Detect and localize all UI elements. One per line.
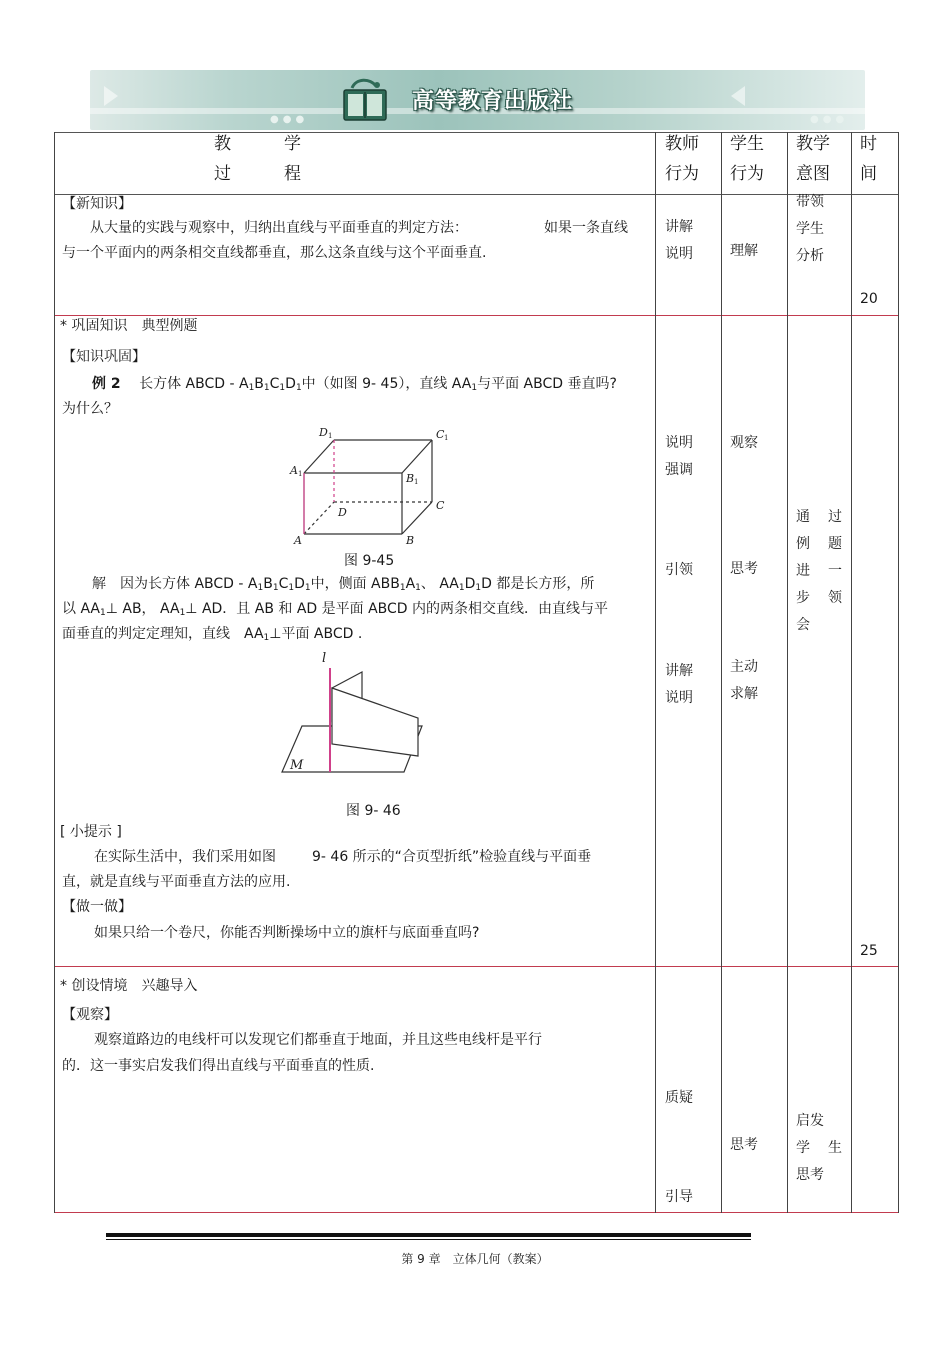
row2-intent bbox=[796, 531, 842, 558]
label-subscript: 1 bbox=[328, 432, 333, 440]
label-D: D bbox=[338, 506, 347, 519]
row2-intent bbox=[796, 585, 842, 612]
row3-intent: 启发 bbox=[796, 1113, 824, 1129]
row2-teacher: 说明 bbox=[665, 690, 693, 706]
header-intent: 教学 bbox=[796, 134, 830, 154]
figure-45-caption: 图 9-45 bbox=[344, 553, 395, 569]
label-subscript: 1 bbox=[444, 434, 449, 442]
row3-text: 观察道路边的电线杆可以发现它们都垂直于地面，并且这些电线杆是平行 bbox=[94, 1032, 542, 1048]
header-intent: 意图 bbox=[796, 164, 830, 184]
header-time: 时 bbox=[860, 134, 877, 154]
header-process-char: 过 bbox=[214, 164, 231, 184]
row2-teacher: 引领 bbox=[665, 562, 693, 578]
row1-student: 理解 bbox=[730, 243, 758, 259]
solution-part: 解 因为长方体 ABCD - A bbox=[92, 576, 258, 592]
row2-teacher: 说明 bbox=[665, 435, 693, 451]
table-border-bottom bbox=[54, 1212, 899, 1213]
folded-paper-figure bbox=[278, 648, 428, 776]
publisher-banner bbox=[90, 70, 865, 130]
solution-part: 、 AA bbox=[420, 576, 459, 592]
intent-char: 进 bbox=[796, 563, 810, 579]
column-divider bbox=[721, 132, 722, 1213]
label-subscript: 1 bbox=[298, 470, 303, 478]
row2-time: 25 bbox=[860, 943, 878, 959]
label-D1: D bbox=[319, 426, 328, 439]
example-text: 为什么？ bbox=[62, 401, 118, 417]
row1-text: 从大量的实践与观察中，归纳出直线与平面垂直的判定方法： bbox=[90, 220, 468, 236]
row3-subheading: 【观察】 bbox=[62, 1007, 118, 1023]
page-footer: 第 9 章 立体几何（教案） bbox=[401, 1252, 549, 1266]
book-logo-icon bbox=[340, 76, 390, 124]
row2-intent: 会 bbox=[796, 617, 810, 633]
header-process-char: 学 bbox=[284, 134, 301, 154]
publisher-name: 高等教育出版社 bbox=[412, 89, 574, 114]
solution-part: ⊥平面 ABCD . bbox=[269, 626, 363, 642]
banner-dots-icon: ●●● bbox=[810, 114, 849, 125]
intent-char: 生 bbox=[828, 1140, 842, 1156]
row1-intent: 学生 bbox=[796, 221, 824, 237]
label-B: B bbox=[406, 534, 415, 544]
solution-text: 以 $AA_1\perp$ AB， $AA_1\perp$ AD．且 AB 和 AD 是平面 ABCD 内的两条相交直线．由直线与平 bbox=[62, 601, 609, 618]
row-divider bbox=[54, 966, 899, 967]
row2-teacher: 讲解 bbox=[665, 663, 693, 679]
table-border-left bbox=[54, 132, 55, 1213]
intent-char: 学 bbox=[796, 1140, 810, 1156]
row3-teacher: 质疑 bbox=[665, 1090, 693, 1106]
example-label: 例 2 bbox=[92, 376, 121, 392]
header-teacher: 行为 bbox=[665, 164, 699, 184]
intent-char: 领 bbox=[828, 590, 842, 606]
solution-part: D 都是长方形，所 bbox=[481, 576, 595, 592]
label-A1: A bbox=[290, 464, 298, 477]
solution-text: 面垂直的判定定理知，直线 $AA_1\perp$平面 ABCD . bbox=[62, 626, 363, 643]
row1-intent: 分析 bbox=[796, 248, 824, 264]
row2-subheading: 【知识巩固】 bbox=[62, 349, 146, 365]
row3-student: 思考 bbox=[730, 1137, 758, 1153]
row3-intent bbox=[796, 1135, 842, 1162]
column-divider bbox=[851, 132, 852, 1213]
solution-part: 以 AA bbox=[62, 601, 100, 617]
solution-part: 中，侧面 ABB bbox=[310, 576, 400, 592]
row2-teacher: 强调 bbox=[665, 462, 693, 478]
row3-heading: * 创设情境 兴趣导入 bbox=[60, 978, 198, 994]
solution-part: ⊥ AD．且 AB 和 AD 是平面 ABCD 内的两条相交直线．由直线与平 bbox=[185, 601, 609, 617]
row2-heading: * 巩固知识 典型例题 bbox=[60, 318, 198, 334]
solution-part: AA bbox=[244, 626, 264, 642]
solution-text: 解 因为长方体 ABCD - $A_1B_1C_1D_1$中，侧面 $ABB_1A_1$、 $AA_1D_1D$ 都是长方形，所 bbox=[92, 576, 595, 593]
row2-intent bbox=[796, 558, 842, 585]
solution-part: 面垂直的判定定理知，直线 bbox=[62, 626, 230, 642]
hint-heading: [ 小提示 ] bbox=[60, 824, 122, 840]
label-C: C bbox=[436, 499, 445, 512]
example-text-part: 与平面 ABCD 垂直吗? bbox=[477, 376, 617, 392]
banner-arrow-left-icon bbox=[104, 86, 118, 106]
hint-text: 直，就是直线与平面垂直方法的应用. bbox=[62, 874, 291, 890]
row3-intent: 思考 bbox=[796, 1167, 824, 1183]
table-border-right bbox=[898, 132, 899, 1213]
header-time: 间 bbox=[860, 164, 877, 184]
row2-student: 观察 bbox=[730, 435, 758, 451]
row1-text: 如果一条直线 bbox=[544, 220, 628, 236]
hint-text: 在实际生活中，我们采用如图 bbox=[94, 849, 276, 865]
row3-teacher: 引导 bbox=[665, 1189, 693, 1205]
row1-time: 20 bbox=[860, 291, 878, 307]
row1-text: 与一个平面内的两条相交直线都垂直，那么这条直线与这个平面垂直. bbox=[62, 245, 487, 261]
row2-student: 思考 bbox=[730, 561, 758, 577]
do-heading: 【做一做】 bbox=[62, 899, 132, 915]
footer-rule bbox=[106, 1239, 751, 1240]
label-B1: B bbox=[406, 472, 415, 485]
intent-char: 步 bbox=[796, 590, 810, 606]
intent-char: 过 bbox=[828, 509, 842, 525]
row1-teacher: 说明 bbox=[665, 246, 693, 262]
table-border-top bbox=[54, 132, 899, 133]
row2-student: 主动 bbox=[730, 659, 758, 675]
row1-teacher: 讲解 bbox=[665, 219, 693, 235]
example-text: 例 2 长方体 ABCD - $A_1B_1C_1D_1$中（如图 9- 45），直线 $AA_1$与平面 ABCD 垂直吗? bbox=[92, 376, 617, 393]
header-divider bbox=[54, 194, 899, 195]
row2-student: 求解 bbox=[730, 686, 758, 702]
label-C1: C bbox=[436, 428, 445, 441]
example-text-part: 中（如图 9- 45），直线 AA bbox=[301, 376, 472, 392]
header-student: 学生 bbox=[730, 134, 764, 154]
header-process-char: 程 bbox=[284, 164, 301, 184]
header-process-char: 教 bbox=[214, 134, 231, 154]
footer-rule bbox=[106, 1233, 751, 1237]
row1-intent: 带领 bbox=[796, 194, 824, 210]
header-teacher: 教师 bbox=[665, 134, 699, 154]
plane-M-label: M bbox=[290, 758, 304, 773]
hint-text: 9- 46 所示的“合页型折纸”检验直线与平面垂 bbox=[312, 849, 592, 865]
cuboid-figure bbox=[286, 424, 456, 544]
lesson-table bbox=[54, 132, 899, 1213]
figure-46-caption: 图 9- 46 bbox=[346, 803, 401, 819]
intent-char: 一 bbox=[828, 563, 842, 579]
solution-part: ⊥ AB， AA bbox=[105, 601, 180, 617]
label-A: A bbox=[294, 534, 302, 544]
header-student: 行为 bbox=[730, 164, 764, 184]
intent-char: 通 bbox=[796, 509, 810, 525]
example-text-part: 长方体 ABCD - A bbox=[139, 376, 249, 392]
intent-char: 例 bbox=[796, 536, 810, 552]
banner-arrow-right-icon bbox=[731, 86, 745, 106]
column-divider bbox=[787, 132, 788, 1213]
intent-char: 题 bbox=[828, 536, 842, 552]
label-subscript: 1 bbox=[414, 478, 419, 486]
banner-dots-icon: ●●● bbox=[270, 114, 309, 125]
row3-text: 的．这一事实启发我们得出直线与平面垂直的性质. bbox=[62, 1058, 375, 1074]
line-l-label: l bbox=[322, 651, 327, 666]
row2-intent bbox=[796, 504, 842, 531]
column-divider bbox=[655, 132, 656, 1213]
do-text: 如果只给一个卷尺，你能否判断操场中立的旗杆与底面垂直吗? bbox=[94, 925, 480, 941]
row1-heading: 【新知识】 bbox=[62, 196, 132, 212]
